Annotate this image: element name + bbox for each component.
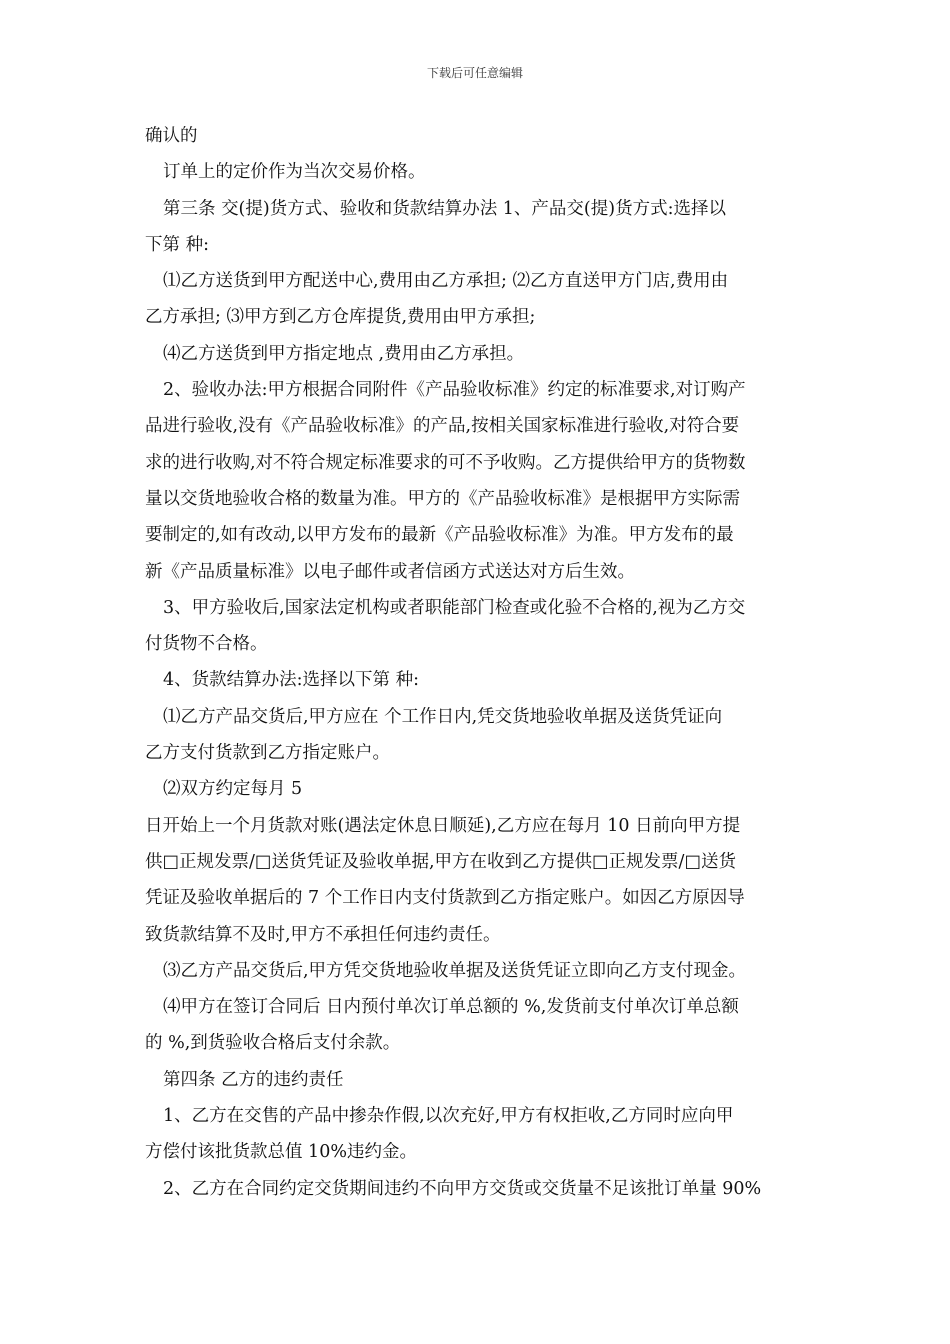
text-line: 下第 种: <box>145 234 209 255</box>
document-body <box>145 118 810 1207</box>
text-line: ⑶乙方产品交货后,甲方凭交货地验收单据及送货凭证立即向乙方支付现金。 <box>163 960 747 981</box>
text-line: 致货款结算不及时,甲方不承担任何违约责任。 <box>145 924 501 945</box>
text-line: 订单上的定价作为当次交易价格。 <box>163 162 426 183</box>
text-line: ⑷甲方在签订合同后 日内预付单次订单总额的 %,发货前支付单次订单总额 <box>163 997 739 1018</box>
text-line: 第四条 乙方的违约责任 <box>163 1069 344 1090</box>
text-line: 4、货款结算办法:选择以下第 种: <box>163 670 419 691</box>
text-line: 要制定的,如有改动,以甲方发布的最新《产品验收标准》为准。甲方发布的最 <box>145 525 734 546</box>
text-line: 凭证及验收单据后的 7 个工作日内支付货款到乙方指定账户。如因乙方原因导 <box>145 888 745 909</box>
text-line: 品进行验收,没有《产品验收标准》的产品,按相关国家标准进行验收,对符合要 <box>145 416 740 437</box>
text-line: 2、验收办法:甲方根据合同附件《产品验收标准》约定的标准要求,对订购产 <box>163 380 746 401</box>
text-line: 量以交货地验收合格的数量为准。甲方的《产品验收标准》是根据甲方实际需 <box>145 488 740 509</box>
text-line: ⑵双方约定每月 5 <box>163 779 303 800</box>
text-line: 新《产品质量标准》以电子邮件或者信函方式送达对方后生效。 <box>145 561 635 582</box>
text-line: 的 %,到货验收合格后支付余款。 <box>145 1033 401 1054</box>
text-line: 3、甲方验收后,国家法定机构或者职能部门检查或化验不合格的,视为乙方交 <box>163 597 746 618</box>
text-line: 1、乙方在交售的产品中掺杂作假,以次充好,甲方有权拒收,乙方同时应向甲 <box>163 1106 734 1127</box>
text-line: 日开始上一个月货款对账(遇法定休息日顺延),乙方应在每月 10 日前向甲方提 <box>145 815 741 836</box>
text-line: 乙方承担; ⑶甲方到乙方仓库提货,费用由甲方承担; <box>145 307 536 328</box>
text-line: 2、乙方在合同约定交货期间违约不向甲方交货或交货量不足该批订单量 90% <box>163 1178 762 1199</box>
text-line: 确认的 <box>145 126 198 146</box>
text-line: ⑴乙方产品交货后,甲方应在 个工作日内,凭交货地验收单据及送货凭证向 <box>163 706 723 727</box>
page-header: 下载后可任意编辑 <box>426 66 523 80</box>
text-line: 乙方支付货款到乙方指定账户。 <box>145 743 390 764</box>
text-line: 求的进行收购,对不符合规定标准要求的可不予收购。乙方提供给甲方的货物数 <box>145 452 746 473</box>
text-line: 供□正规发票/□送货凭证及验收单据,甲方在收到乙方提供□正规发票/□送货 <box>145 851 736 872</box>
text-line: 第三条 交(提)货方式、验收和货款结算办法 1、产品交(提)货方式:选择以 <box>163 198 726 219</box>
text-line: ⑷乙方送货到甲方指定地点 ,费用由乙方承担。 <box>163 343 525 364</box>
text-line: 付货物不合格。 <box>145 634 268 655</box>
text-line: 方偿付该批货款总值 10%违约金。 <box>145 1142 417 1163</box>
text-line: ⑴乙方送货到甲方配送中心,费用由乙方承担; ⑵乙方直送甲方门店,费用由 <box>163 271 729 292</box>
